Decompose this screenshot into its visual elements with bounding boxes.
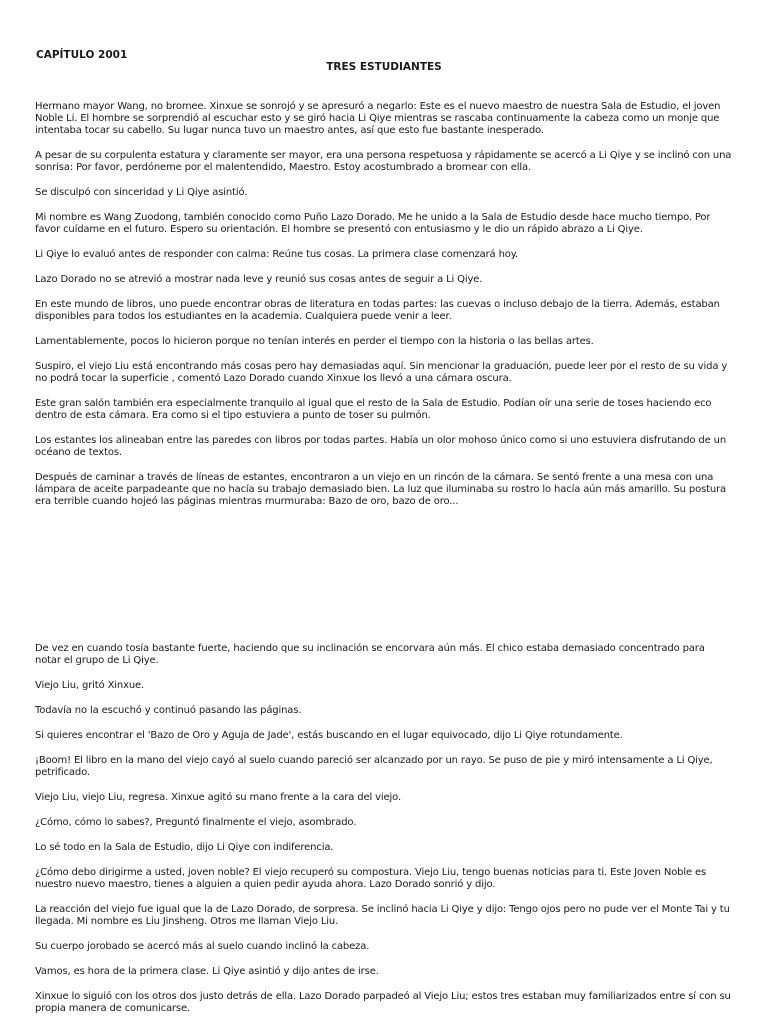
paragraph: Mi nombre es Wang Zuodong, también conocido como Puño Lazo Dorado. Me he unido a la Sala de Estudio desde hace mucho tiempo. Por favor cuídame en el futuro. Espero su orientación. El hombre se presentó con entusiasmo y le dio un rápido abrazo a Li Qiye. — [35, 212, 711, 235]
paragraph: Este gran salón también era especialmente tranquilo al igual que el resto de la Sala de Estudio. Podían oír una serie de toses haciendo eco dentro de esta cámara. Era como si el tipo estuviera a punto de toser su pulmón. — [35, 398, 712, 421]
paragraph: ¿Cómo debo dirigirme a usted, joven noble? El viejo recuperó su compostura. Viejo Liu, tengo buenas noticias para ti. Este Joven Noble es nuestro nuevo maestro, tienes a alguien a quien pedir ayuda ahora. Lazo Dorado sonrió y dijo. — [35, 867, 707, 890]
paragraph: ¿Cómo, cómo lo sabes?, Preguntó finalmente el viejo, asombrado. — [35, 817, 357, 828]
text-section-2 — [35, 643, 733, 1028]
paragraph: Lamentablemente, pocos lo hicieron porque no tenían interés en perder el tiempo con la historia o las bellas artes. — [35, 336, 594, 347]
paragraph: Vamos, es hora de la primera clase. Li Qiye asintió y dijo antes de irse. — [35, 966, 379, 977]
paragraph: Después de caminar a través de líneas de estantes, encontraron a un viejo en un rincón de la cámara. Se sentó frente a una mesa con una lámpara de aceite parpadeante que no hacía su trabajo demasiado bien. La luz que iluminaba su rostro lo hacía aún más amarillo. Su postura era terrible cuando hojeó las páginas mientras murmuraba: Bazo de oro, bazo de oro... — [35, 472, 727, 507]
paragraph: Los estantes los alineaban entre las paredes con libros por todas partes. Había un olor mohoso único como si uno estuviera disfrutando de un océano de textos. — [35, 435, 727, 458]
paragraph: Suspiro, el viejo Liu está encontrando más cosas pero hay demasiadas aquí. Sin mencionar la graduación, puede leer por el resto de su vida y no podrá tocar la superficie , comentó Lazo Dorado cuando Xinxue los llevó a una cámara oscura. — [35, 361, 728, 384]
chapter-title: TRES ESTUDIANTES — [326, 61, 442, 73]
paragraph: La reacción del viejo fue igual que la de Lazo Dorado, de sorpresa. Se inclinó hacia Li Qiye y dijo: Tengo ojos pero no pude ver el Monte Tai y tu llegada. Mi nombre es Liu Jinsheng. Otros me llaman Viejo Liu. — [35, 904, 730, 927]
paragraph: Su cuerpo jorobado se acercó más al suelo cuando inclinó la cabeza. — [35, 941, 370, 952]
paragraph: Viejo Liu, gritó Xinxue. — [35, 680, 145, 691]
paragraph: ¡Boom! El libro en la mano del viejo cayó al suelo cuando pareció ser alcanzado por un rayo. Se puso de pie y miró intensamente a Li Qiye, petrificado. — [35, 755, 713, 778]
paragraph: De vez en cuando tosía bastante fuerte, haciendo que su inclinación se encorvara aún más. El chico estaba demasiado concentrado para notar el grupo de Li Qiye. — [35, 643, 705, 666]
paragraph: Todavía no la escuchó y continuó pasando las páginas. — [35, 705, 302, 716]
paragraph: Xinxue lo siguió con los otros dos justo detrás de ella. Lazo Dorado parpadeó al Viejo Liu; estos tres estaban muy familiarizados entre sí con su propia manera de comunicarse. — [35, 991, 731, 1014]
paragraph: Hermano mayor Wang, no bromee. Xinxue se sonrojó y se apresuró a negarlo: Este es el nuevo maestro de nuestra Sala de Estudio, el joven Noble Li. El hombre se sorprendió al escuchar esto y se giró hacia Li Qiye mientras se rascaba continuamente la cabeza como un monje que intentaba tocar su cabello. Su lugar nunca tuvo un maestro antes, así que esto fue bastante inesperado. — [35, 101, 721, 136]
paragraph: Lo sé todo en la Sala de Estudio, dijo Li Qiye con indiferencia. — [35, 842, 334, 853]
paragraph: Li Qiye lo evaluó antes de responder con calma: Reúne tus cosas. La primera clase comenzará hoy. — [35, 249, 519, 260]
chapter-heading: CAPÍTULO 2001 — [36, 49, 128, 61]
paragraph: A pesar de su corpulenta estatura y claramente ser mayor, era una persona respetuosa y rápidamente se acercó a Li Qiye y se inclinó con una sonrisa: Por favor, perdóneme por el malentendido, Maestro. Estoy acostumbrado a bromear con ella. — [35, 150, 732, 173]
paragraph: Viejo Liu, viejo Liu, regresa. Xinxue agitó su mano frente a la cara del viejo. — [35, 792, 401, 803]
text-section-1 — [35, 101, 733, 521]
paragraph: Lazo Dorado no se atrevió a mostrar nada leve y reunió sus cosas antes de seguir a Li Qiye. — [35, 274, 483, 285]
paragraph: Se disculpó con sinceridad y Li Qiye asintió. — [35, 187, 248, 198]
paragraph: Si quieres encontrar el 'Bazo de Oro y Aguja de Jade', estás buscando en el lugar equivocado, dijo Li Qiye rotundamente. — [35, 730, 623, 741]
paragraph: En este mundo de libros, uno puede encontrar obras de literatura en todas partes: las cuevas o incluso debajo de la tierra. Además, estaban disponibles para todos los estudiantes en la academia. Cualquiera puede venir a leer. — [35, 299, 720, 322]
